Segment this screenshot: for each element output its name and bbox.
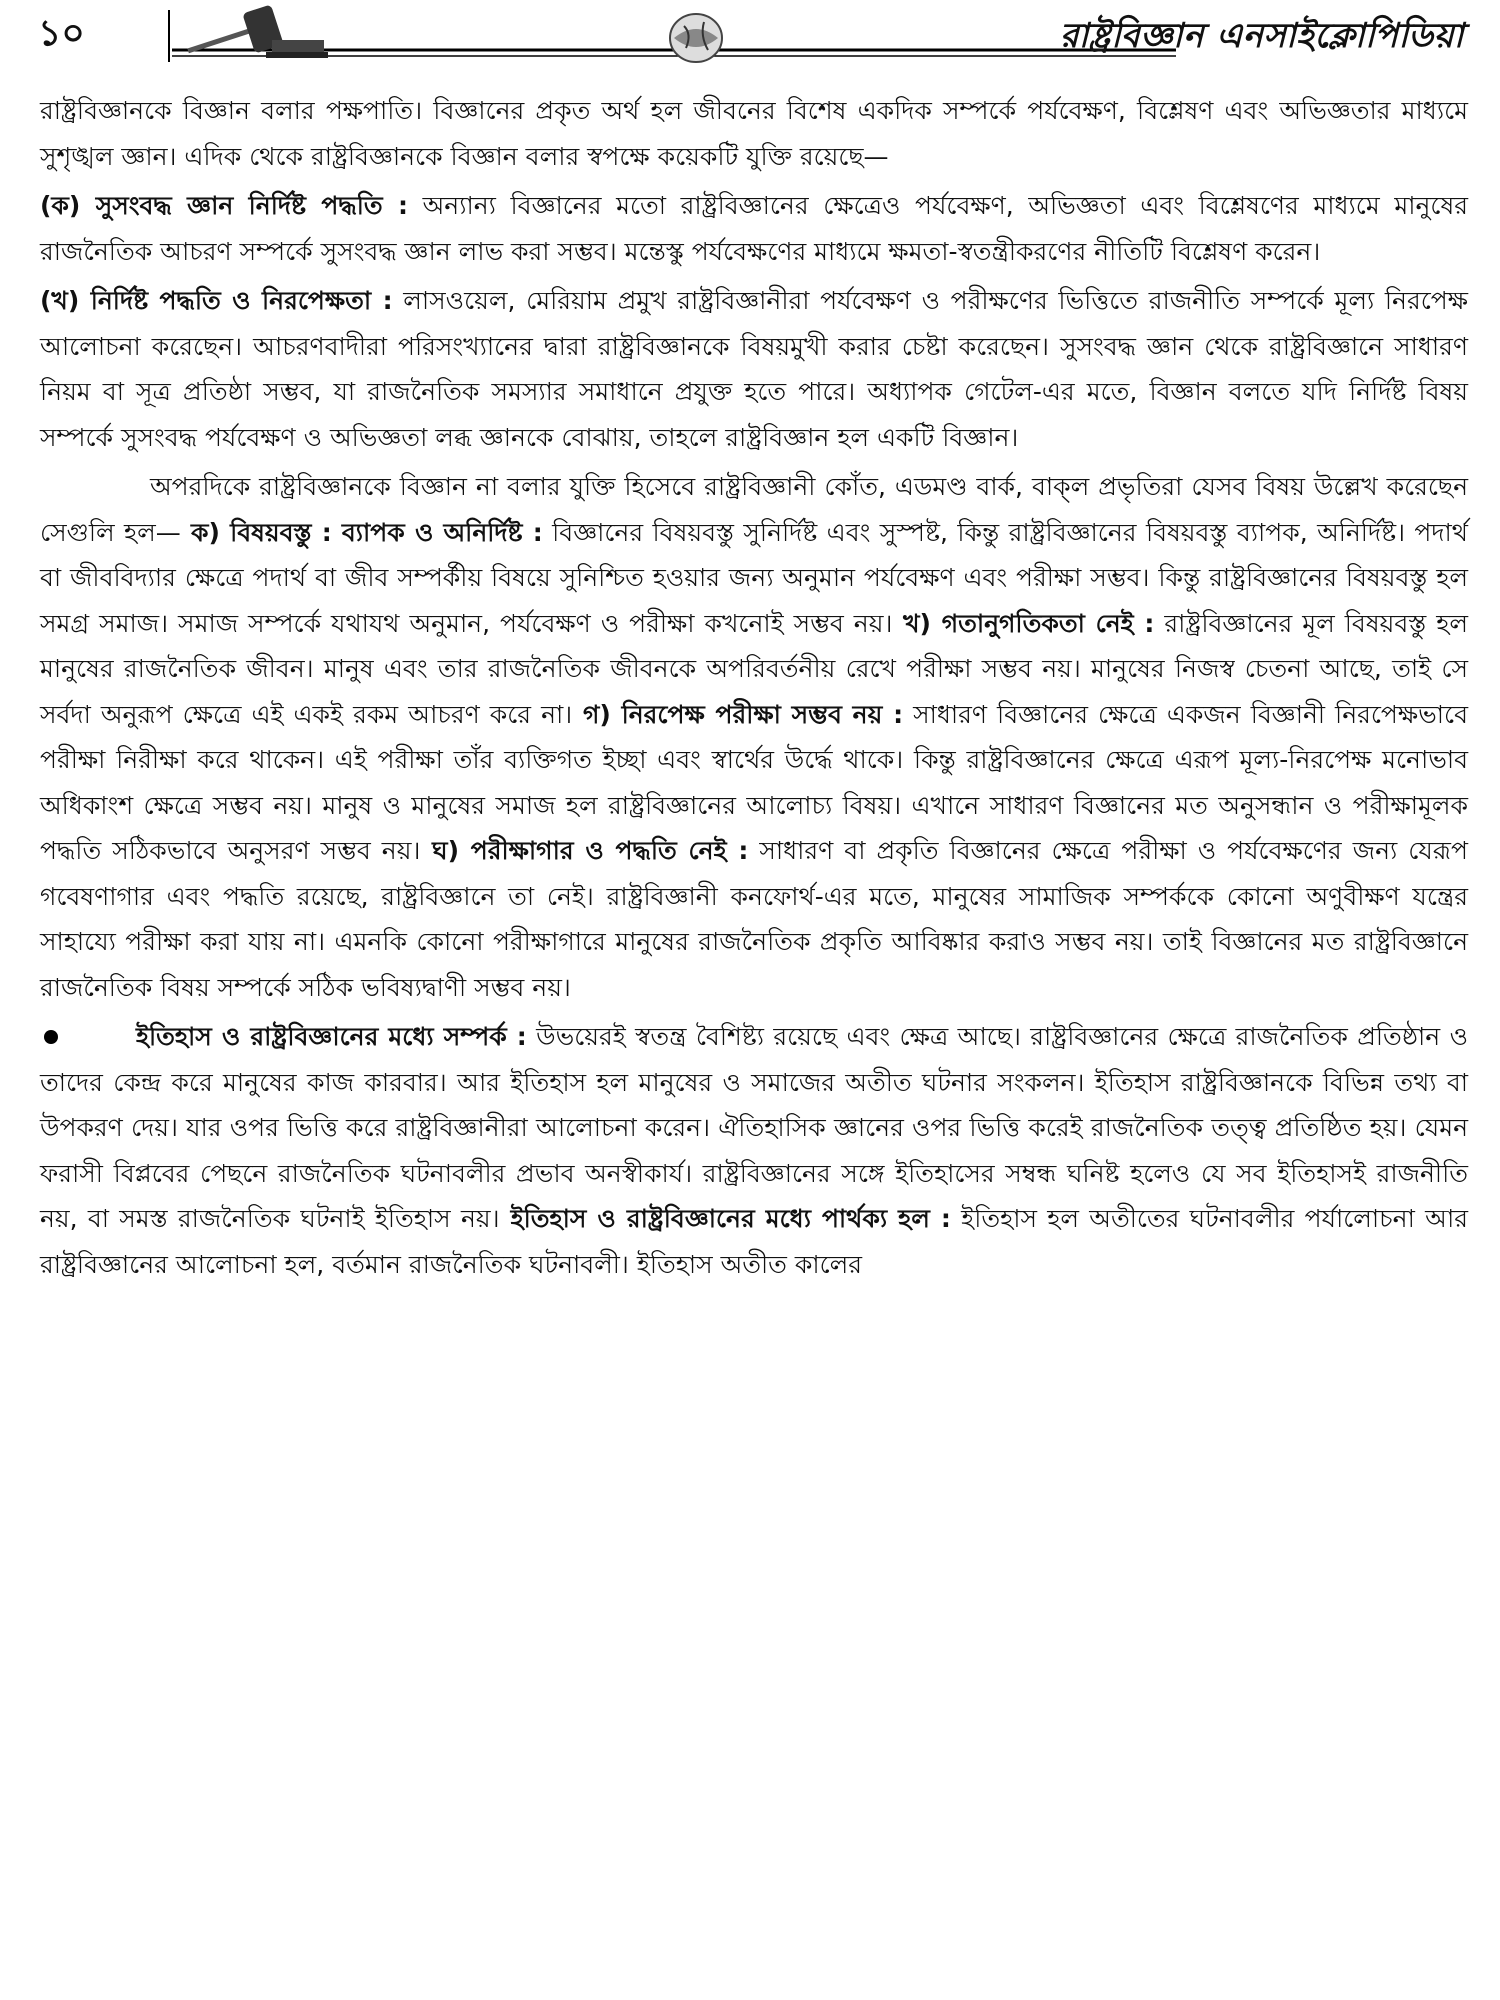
heading-neutral-test: গ) নিরপেক্ষ পরীক্ষা সম্ভব নয় : [572, 699, 904, 729]
heading-kha: (খ) নির্দিষ্ট পদ্ধতি ও নিরপেক্ষতা : [40, 286, 393, 315]
globe-icon [664, 8, 728, 64]
heading-no-routine: খ) গতানুগতিকতা নেই : [892, 608, 1155, 638]
page-body [40, 88, 1468, 1291]
paragraph-intro: রাষ্ট্রবিজ্ঞানকে বিজ্ঞান বলার পক্ষপাতি। বিজ্ঞানের প্রকৃত অর্থ হল জীবনের বিশেষ একদিক সম্পর্কে পর্যবেক্ষণ, বিশ্লেষণ এবং অভিজ্ঞতার মাধ্যমে সুশৃঙ্খল জ্ঞান। এদিক থেকে রাষ্ট্রবিজ্ঞানকে বিজ্ঞান বলার স্বপক্ষে কয়েকটি যুক্তি রয়েছে— [40, 96, 1468, 171]
gavel-icon [178, 2, 328, 62]
page-header [0, 0, 1500, 68]
header-title: রাষ্ট্রবিজ্ঞান এনসাইক্লোপিডিয়া [1059, 16, 1464, 56]
bullet-icon [44, 1030, 58, 1044]
page-number: ১০ [38, 12, 85, 54]
heading-subject-matter: ক) বিষয়বস্তু : ব্যাপক ও অনির্দিষ্ট : [180, 517, 543, 547]
paragraph-ka: (ক) সুসংবদ্ধ জ্ঞান নির্দিষ্ট পদ্ধতি : অন্যান্য বিজ্ঞানের মতো রাষ্ট্রবিজ্ঞানের ক্ষেত্রেও পর্যবেক্ষণ, অভিজ্ঞতা এবং বিশ্লেষণের মাধ্যমে মানুষের রাজনৈতিক আচরণ সম্পর্কে সুসংবদ্ধ জ্ঞান লাভ করা সম্ভব। মন্তেস্কু পর্যবেক্ষণের মাধ্যমে ক্ষমতা-স্বতন্ত্রীকরণের নীতিটি বিশ্লেষণ করেন। [40, 191, 1468, 266]
heading-history-relation: ইতিহাস ও রাষ্ট্রবিজ্ঞানের মধ্যে সম্পর্ক : [136, 1022, 527, 1051]
paragraph-kha: (খ) নির্দিষ্ট পদ্ধতি ও নিরপেক্ষতা : লাসওয়েল, মেরিয়াম প্রমুখ রাষ্ট্রবিজ্ঞানীরা পর্যবেক্ষণ ও পরীক্ষণের ভিত্তিতে রাজনীতি সম্পর্কে মূল্য নিরপেক্ষ আলোচনা করেছেন। আচরণবাদীরা পরিসংখ্যানের দ্বারা রাষ্ট্রবিজ্ঞানকে বিষয়মুখী করার চেষ্টা করেছেন। সুসংবদ্ধ জ্ঞান থেকে রাষ্ট্রবিজ্ঞানে সাধারণ নিয়ম বা সূত্র প্রতিষ্ঠা সম্ভব, যা রাজনৈতিক সমস্যার সমাধানে প্রযুক্ত হতে পারে। অধ্যাপক গেটেল-এর মতে, বিজ্ঞান বলতে যদি নির্দিষ্ট বিষয় সম্পর্কে সুসংবদ্ধ পর্যবেক্ষণ ও অভিজ্ঞতা লব্ধ জ্ঞানকে বোঝায়, তাহলে রাষ্ট্রবিজ্ঞান হল একটি বিজ্ঞান। [40, 286, 1468, 452]
heading-no-laboratory: ঘ) পরীক্ষাগার ও পদ্ধতি নেই : [420, 836, 749, 865]
heading-ka: (ক) সুসংবদ্ধ জ্ঞান নির্দিষ্ট পদ্ধতি : [40, 191, 408, 220]
paragraph-history: ইতিহাস ও রাষ্ট্রবিজ্ঞানের মধ্যে সম্পর্ক : উভয়েরই স্বতন্ত্র বৈশিষ্ট্য রয়েছে এবং ক্ষেত্র আছে। রাষ্ট্রবিজ্ঞানের ক্ষেত্রে রাজনৈতিক প্রতিষ্ঠান ও তাদের কেন্দ্র করে মানুষের কাজ কারবার। আর ইতিহাস হল মানুষের ও সমাজের অতীত ঘটনার সংকলন। ইতিহাস রাষ্ট্রবিজ্ঞানকে বিভিন্ন তথ্য বা উপকরণ দেয়। যার ওপর ভিত্তি করে রাষ্ট্রবিজ্ঞানীরা আলোচনা করেন। ঐতিহাসিক জ্ঞানের ওপর ভিত্তি করেই রাজনৈতিক তত্ত্ব প্রতিষ্ঠিত হয়। যেমন ফরাসী বিপ্লবের পেছনে রাজনৈতিক ঘটনাবলীর প্রভাব অনস্বীকার্য। রাষ্ট্রবিজ্ঞানের সঙ্গে ইতিহাসের সম্বন্ধ ঘনিষ্ট হলেও যে সব ইতিহাসই রাজনীতি নয়, বা সমস্ত রাজনৈতিক ঘটনাই ইতিহাস নয়। ইতিহাস ও রাষ্ট্রবিজ্ঞানের মধ্যে পার্থক্য হল : ইতিহাস হল অতীতের ঘটনাবলীর পর্যালোচনা আর রাষ্ট্রবিজ্ঞানের আলোচনা হল, বর্তমান রাজনৈতিক ঘটনাবলী। ইতিহাস অতীত কালের [40, 1022, 1468, 1279]
paragraph-against-science: অপরদিকে রাষ্ট্রবিজ্ঞানকে বিজ্ঞান না বলার যুক্তি হিসেবে রাষ্ট্রবিজ্ঞানী কোঁত, এডমণ্ড বার্ক, বাক্‌ল প্রভৃতিরা যেসব বিষয় উল্লেখ করেছেন সেগুলি হল— ক) বিষয়বস্তু : ব্যাপক ও অনির্দিষ্ট : বিজ্ঞানের বিষয়বস্তু সুনির্দিষ্ট এবং সুস্পষ্ট, কিন্তু রাষ্ট্রবিজ্ঞানের বিষয়বস্তু ব্যাপক, অনির্দিষ্ট। পদার্থ বা জীববিদ্যার ক্ষেত্রে পদার্থ বা জীব সম্পর্কীয় বিষয়ে সুনিশ্চিত হওয়ার জন্য অনুমান পর্যবেক্ষণ এবং পরীক্ষা সম্ভব। কিন্তু রাষ্ট্রবিজ্ঞানের বিষয়বস্তু হল সমগ্র সমাজ। সমাজ সম্পর্কে যথাযথ অনুমান, পর্যবেক্ষণ ও পরীক্ষা কখনোই সম্ভব নয়। খ) গতানুগতিকতা নেই : রাষ্ট্রবিজ্ঞানের মূল বিষয়বস্তু হল মানুষের রাজনৈতিক জীবন। মানুষ এবং তার রাজনৈতিক জীবনকে অপরিবর্তনীয় রেখে পরীক্ষা সম্ভব নয়। মানুষের নিজস্ব চেতনা আছে, তাই সে সর্বদা অনুরূপ ক্ষেত্রে এই একই রকম আচরণ করে না। গ) নিরপেক্ষ পরীক্ষা সম্ভব নয় : সাধারণ বিজ্ঞানের ক্ষেত্রে একজন বিজ্ঞানী নিরপেক্ষভাবে পরীক্ষা নিরীক্ষা করে থাকেন। এই পরীক্ষা তাঁর ব্যক্তিগত ইচ্ছা এবং স্বার্থের উর্দ্ধে থাকে। কিন্তু রাষ্ট্রবিজ্ঞানের ক্ষেত্রে এরূপ মূল্য-নিরপেক্ষ মনোভাব অধিকাংশ ক্ষেত্রে সম্ভব নয়। মানুষ ও মানুষের সমাজ হল রাষ্ট্রবিজ্ঞানের আলোচ্য বিষয়। এখানে সাধারণ বিজ্ঞানের মত অনুসন্ধান ও পরীক্ষামূলক পদ্ধতি সঠিকভাবে অনুসরণ সম্ভব নয়। ঘ) পরীক্ষাগার ও পদ্ধতি নেই : সাধারণ বা প্রকৃতি বিজ্ঞানের ক্ষেত্রে পরীক্ষা ও পর্যবেক্ষণের জন্য যেরূপ গবেষণাগার এবং পদ্ধতি রয়েছে, রাষ্ট্রবিজ্ঞানে তা নেই। রাষ্ট্রবিজ্ঞানী কনফোর্থ-এর মতে, মানুষের সামাজিক সম্পর্ককে কোনো অণুবীক্ষণ যন্ত্রের সাহায্যে পরীক্ষা করা যায় না। এমনকি কোনো পরীক্ষাগারে মানুষের রাজনৈতিক প্রকৃতি আবিষ্কার করাও সম্ভব নয়। তাই বিজ্ঞানের মত রাষ্ট্রবিজ্ঞানে রাজনৈতিক বিষয় সম্পর্কে সঠিক ভবিষ্যদ্বাণী সম্ভব নয়। [40, 472, 1468, 1002]
heading-history-difference: ইতিহাস ও রাষ্ট্রবিজ্ঞানের মধ্যে পার্থক্য হল : [499, 1204, 951, 1233]
